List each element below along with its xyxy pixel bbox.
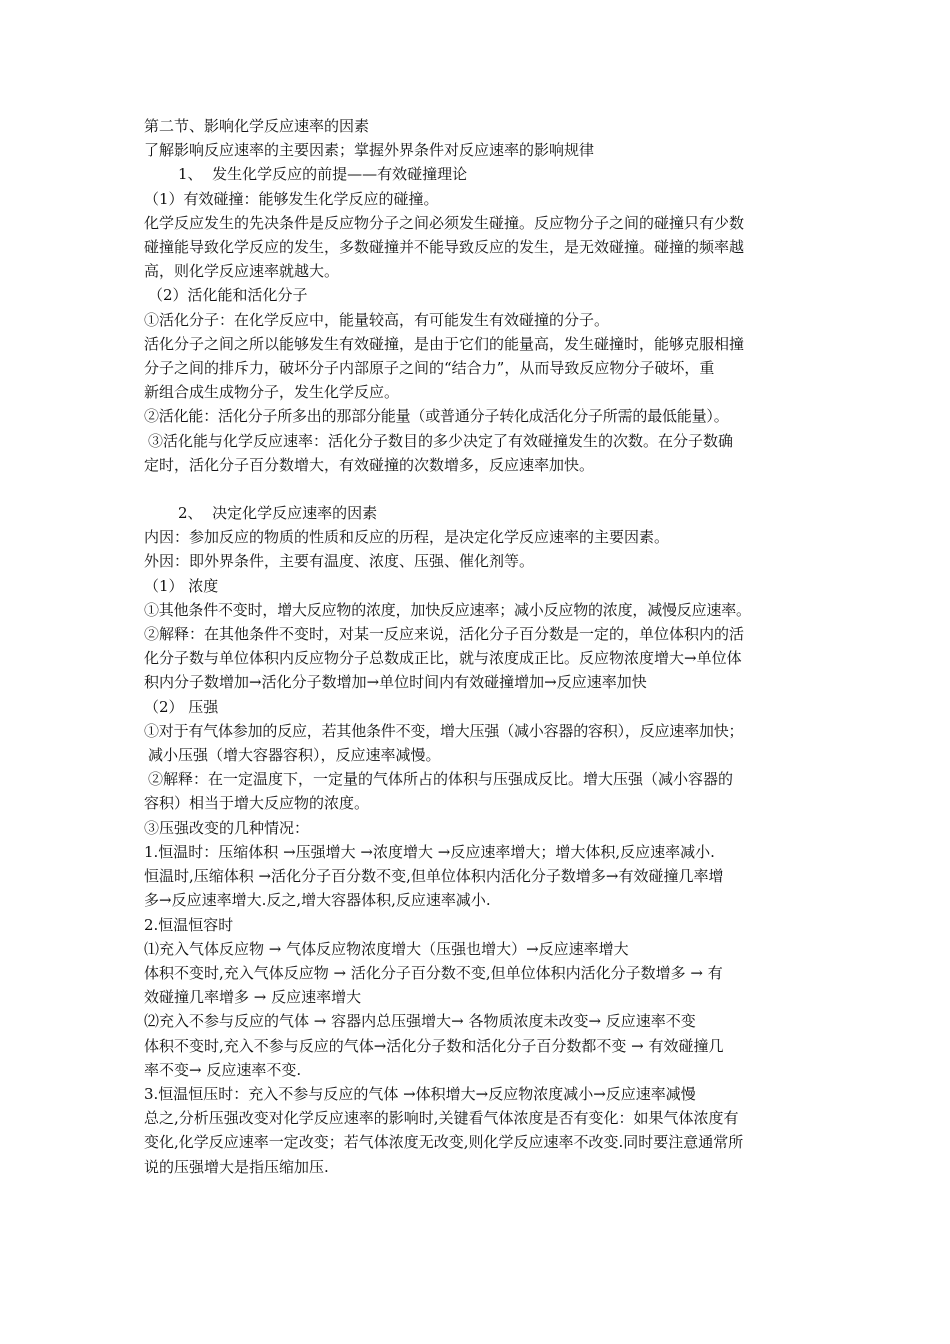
section2-heading: 2、 决定化学反应速率的因素 xyxy=(178,504,378,523)
external-factor: 外因：即外界条件，主要有温度、浓度、压强、催化剂等。 xyxy=(144,552,535,571)
summary-line: 变化,化学反应速率一定改变；若气体浓度无改变,则化学反应速率不改变.同时要注意通常所 xyxy=(144,1133,744,1152)
paragraph-line: 容积）相当于增大反应物的浓度。 xyxy=(144,794,370,813)
document-title: 第二节、影响化学反应速率的因素 xyxy=(144,117,370,135)
paragraph-line: 恒温时,压缩体积 →活化分子百分数不变,但单位体积内活化分子数增多→有效碰撞几率增 xyxy=(144,867,724,886)
paragraph-line: ③活化能与化学反应速率：活化分子数目的多少决定了有效碰撞发生的次数。在分子数确 xyxy=(148,431,734,450)
paragraph-line: ⑴充入气体反应物 → 气体反应物浓度增大（压强也增大）→反应速率增大 xyxy=(144,939,629,958)
paragraph-line: ②解释：在其他条件不变时，对某一反应来说，活化分子百分数是一定的，单位体积内的活 xyxy=(144,625,745,644)
case3-line: 3.恒温恒压时：充入不参与反应的气体 →体积增大→反应物浓度减小→反应速率减慢 xyxy=(144,1084,696,1103)
paragraph-line: ①对于有气体参加的反应，若其他条件不变，增大压强（减小容器的容积），反应速率加快； xyxy=(144,721,744,740)
paragraph-line: ⑵充入不参与反应的气体 → 容器内总压强增大→ 各物质浓度未改变→ 反应速率不变 xyxy=(144,1012,696,1031)
section1-sub2-heading: （2）活化能和活化分子 xyxy=(148,286,308,305)
pressure-heading: （2） 压强 xyxy=(144,697,219,716)
paragraph-line: 活化分子之间之所以能够发生有效碰撞，是由于它们的能量高，发生碰撞时，能够克服相撞 xyxy=(144,334,745,353)
case2-heading: 2.恒温恒容时 xyxy=(144,915,234,934)
paragraph-line: ①其他条件不变时，增大反应物的浓度，加快反应速率；减小反应物的浓度，减慢反应速率。 xyxy=(144,600,751,619)
learning-objective: 了解影响反应速率的主要因素；掌握外界条件对反应速率的影响规律 xyxy=(144,141,595,160)
activation-energy-item: ②活化能：活化分子所多出的那部分能量（或普通分子转化成活化分子所需的最低能量）。 xyxy=(144,407,729,426)
paragraph-line: 分子之间的排斥力，破坏分子内部原子之间的“结合力”，从而导致反应物分子破坏，重 xyxy=(144,359,715,378)
section1-heading: 1、 发生化学反应的前提——有效碰撞理论 xyxy=(178,165,468,184)
internal-factor: 内因：参加反应的物质的性质和反应的历程，是决定化学反应速率的主要因素。 xyxy=(144,528,670,547)
paragraph-line: 减小压强（增大容器容积），反应速率减慢。 xyxy=(148,746,441,765)
paragraph-line: 定时，活化分子百分数增大，有效碰撞的次数增多，反应速率加快。 xyxy=(144,455,595,474)
concentration-heading: （1） 浓度 xyxy=(144,576,219,595)
paragraph-line: 率不变→ 反应速率不变. xyxy=(144,1060,302,1079)
paragraph-line: ②解释：在一定温度下，一定量的气体所占的体积与压强成反比。增大压强（减小容器的 xyxy=(148,770,734,789)
summary-line: 说的压强增大是指压缩加压. xyxy=(144,1157,329,1176)
paragraph-line: 碰撞能导致化学反应的发生，多数碰撞并不能导致反应的发生，是无效碰撞。碰撞的频率越 xyxy=(144,238,745,257)
document-page xyxy=(144,114,812,1179)
paragraph-line: 多→反应速率增大.反之,增大容器体积,反应速率减小. xyxy=(144,891,491,910)
section1-sub1-heading: （1）有效碰撞：能够发生化学反应的碰撞。 xyxy=(144,189,439,208)
paragraph-line: 高，则化学反应速率就越大。 xyxy=(144,262,340,281)
paragraph-line: 新组合成生成物分子，发生化学反应。 xyxy=(144,383,400,402)
pressure-cases-heading: ③压强改变的几种情况： xyxy=(144,818,310,837)
paragraph-line: 1.恒温时：压缩体积 →压强增大 →浓度增大 →反应速率增大；增大体积,反应速率减小. xyxy=(144,842,715,861)
summary-line: 总之,分析压强改变对化学反应速率的影响时,关键看气体浓度是否有变化：如果气体浓度有 xyxy=(144,1109,739,1128)
paragraph-line: 体积不变时,充入气体反应物 → 活化分子百分数不变,但单位体积内活化分子数增多 → 有 xyxy=(144,963,723,982)
paragraph-line: 化分子数与单位体积内反应物分子总数成正比，就与浓度成正比。反应物浓度增大→单位体 xyxy=(144,649,742,668)
paragraph-line: 积内分子数增加→活化分子数增加→单位时间内有效碰撞增加→反应速率加快 xyxy=(144,673,647,692)
paragraph-line: 化学反应发生的先决条件是反应物分子之间必须发生碰撞。反应物分子之间的碰撞只有少数 xyxy=(144,213,745,232)
blank-line xyxy=(144,477,812,501)
paragraph-line: 效碰撞几率增多 → 反应速率增大 xyxy=(144,988,362,1007)
paragraph-line: 体积不变时,充入不参与反应的气体→活化分子数和活化分子百分数都不变 → 有效碰撞几 xyxy=(144,1036,724,1055)
activated-molecule-item: ①活化分子：在化学反应中，能量较高，有可能发生有效碰撞的分子。 xyxy=(144,310,610,329)
